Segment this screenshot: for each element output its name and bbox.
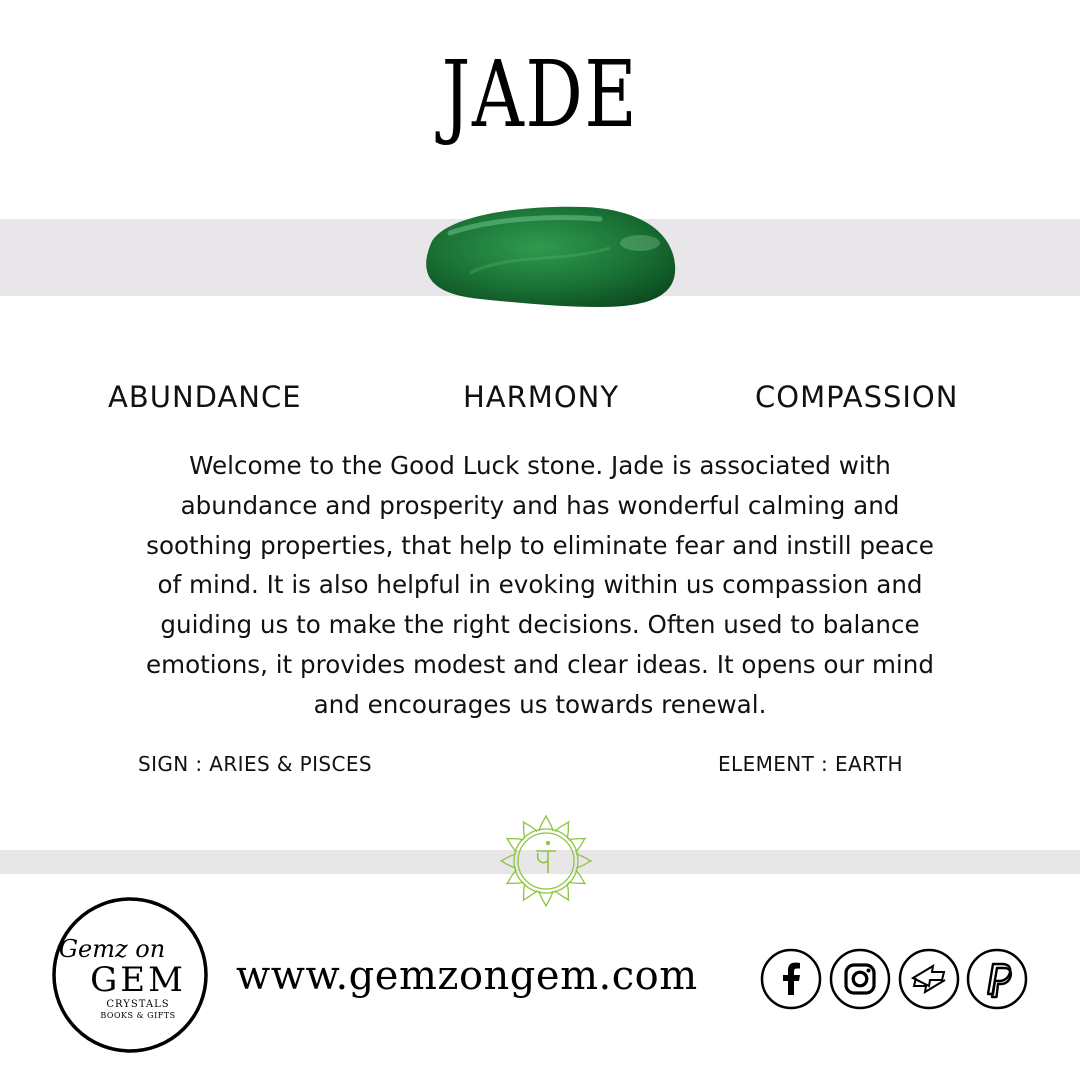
facebook-icon[interactable] bbox=[760, 948, 822, 1010]
qualities-row bbox=[0, 380, 1080, 420]
quality-harmony: HARMONY bbox=[463, 380, 620, 414]
logo-main-text: GEM bbox=[90, 960, 186, 1000]
jade-stone-image bbox=[410, 203, 680, 313]
logo-line1-text: CRYSTALS bbox=[106, 999, 170, 1010]
stone-description: Welcome to the Good Luck stone. Jade is associated with abundance and prosperity and has wonderful calming and soothing properties, that help to eliminate fear and instill peace of mind. It is also helpful in evoking within us compassion and guiding us to make the right decisions. Often used to balance emotions, it provides modest and clear ideas. It opens our mind and encourages us towards renewal. bbox=[146, 451, 934, 719]
stone-title: JADE bbox=[441, 41, 639, 148]
instagram-icon[interactable] bbox=[829, 948, 891, 1010]
gemz-on-gem-logo bbox=[50, 895, 210, 1055]
zodiac-sign: SIGN : ARIES & PISCES bbox=[138, 752, 372, 776]
quality-abundance: ABUNDANCE bbox=[108, 380, 302, 414]
logo-script-text: Gemz on bbox=[58, 935, 166, 963]
paypal-icon[interactable] bbox=[966, 948, 1028, 1010]
heart-chakra-icon bbox=[500, 815, 592, 907]
repost-icon[interactable] bbox=[898, 948, 960, 1010]
element: ELEMENT : EARTH bbox=[718, 752, 903, 776]
logo-line2-text: BOOKS & GIFTS bbox=[100, 1011, 176, 1020]
quality-compassion: COMPASSION bbox=[755, 380, 959, 414]
website-link[interactable]: www.gemzongem.com bbox=[236, 953, 698, 999]
